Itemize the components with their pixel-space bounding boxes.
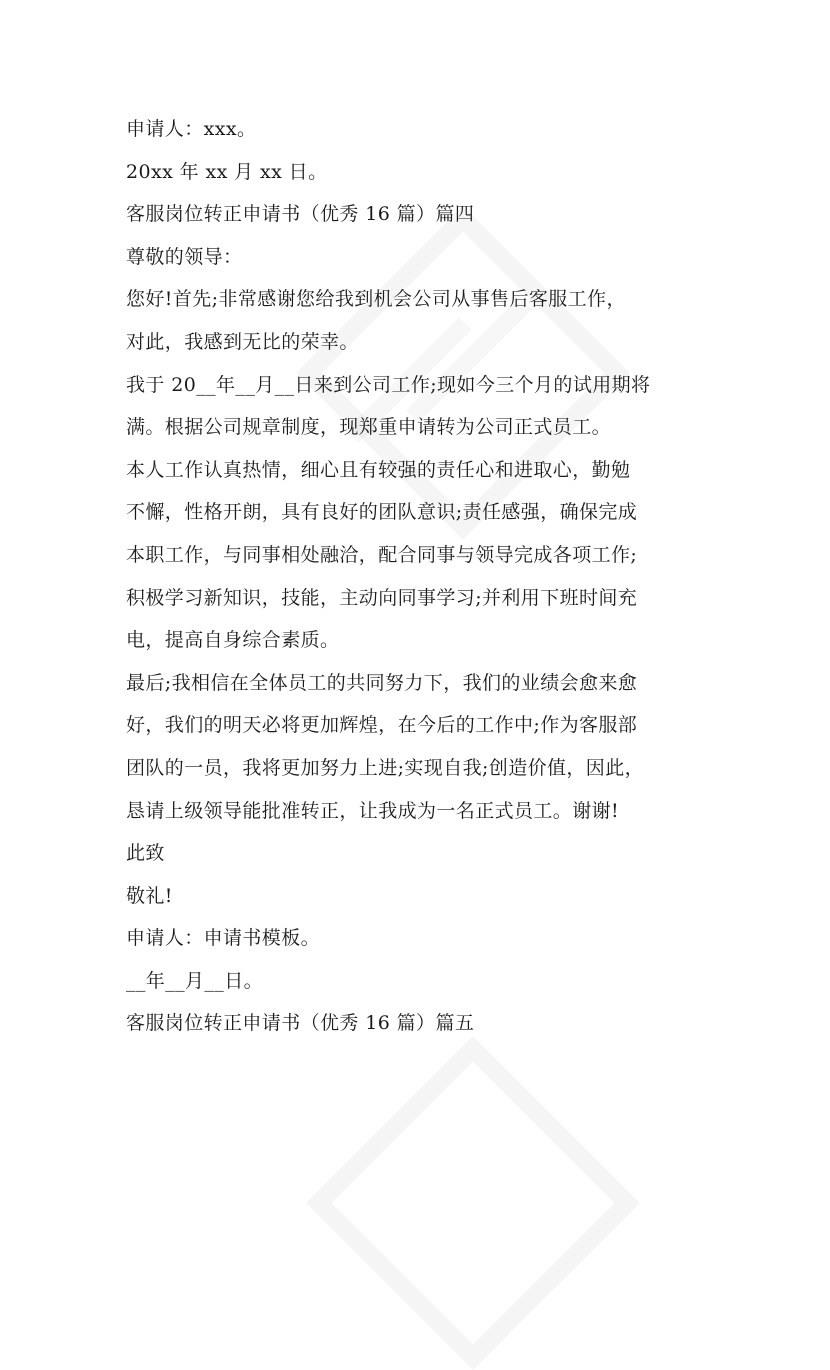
- section-title: 客服岗位转正申请书（优秀 16 篇）篇四: [126, 203, 475, 226]
- section-title: 客服岗位转正申请书（优秀 16 篇）篇五: [126, 1012, 475, 1035]
- paragraph-line: 团队的一员，我将更加努力上进;实现自我;创造价值，因此，: [126, 756, 645, 779]
- date-line: __年__月__日。: [126, 969, 264, 992]
- paragraph-line: 我于 20__年__月__日来到公司工作;现如今三个月的试用期将: [126, 373, 651, 396]
- paragraph-line: 积极学习新知识，技能，主动向同事学习;并利用下班时间充: [126, 586, 638, 609]
- paragraph-line: 恳请上级领导能批准转正，让我成为一名正式员工。谢谢!: [126, 799, 620, 822]
- paragraph-line: 好，我们的明天必将更加辉煌，在今后的工作中;作为客服部: [126, 714, 638, 737]
- paragraph-line: 您好!首先;非常感谢您给我到机会公司从事售后客服工作，: [126, 288, 626, 311]
- paragraph-line: 不懈，性格开朗，具有良好的团队意识;责任感强，确保完成: [126, 501, 638, 524]
- closing-line: 此致: [126, 842, 165, 865]
- paragraph-line: 满。根据公司规章制度，现郑重申请转为公司正式员工。: [126, 416, 612, 439]
- applicant-line: 申请人：申请书模板。: [126, 927, 321, 950]
- paragraph-line: 本人工作认真热情，细心且有较强的责任心和进取心，勤勉: [126, 458, 631, 481]
- salutation: 尊敬的领导：: [126, 245, 243, 268]
- applicant-line: 申请人：xxx。: [126, 118, 257, 140]
- watermark-logo: [306, 1036, 640, 1370]
- document-body: [126, 108, 686, 1045]
- date-line: 20xx 年 xx 月 xx 日。: [126, 160, 328, 183]
- paragraph-line: 最后;我相信在全体员工的共同努力下，我们的业绩会愈来愈: [126, 671, 638, 694]
- closing-regards: 敬礼!: [126, 884, 173, 907]
- paragraph-line: 电，提高自身综合素质。: [126, 629, 340, 652]
- paragraph-line: 本职工作，与同事相处融洽，配合同事与领导完成各项工作;: [126, 543, 638, 566]
- paragraph-line: 对此，我感到无比的荣幸。: [126, 330, 359, 353]
